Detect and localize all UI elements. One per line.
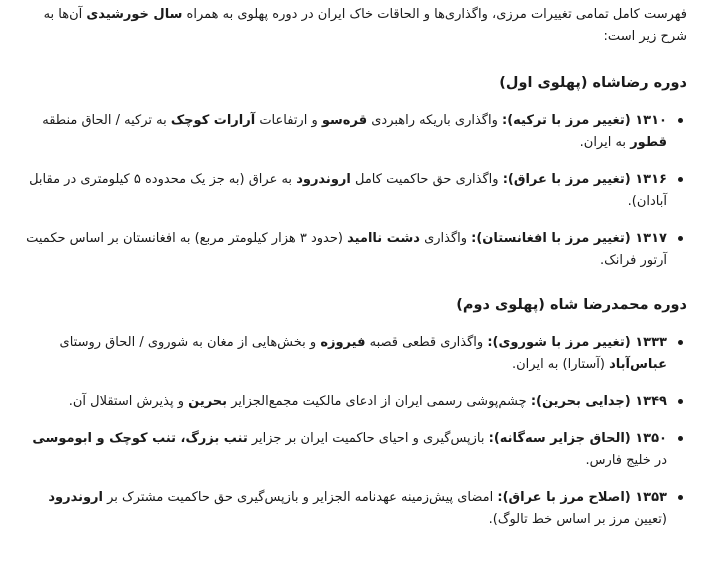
bold-text: ۱۳۱۷ (تغییر مرز با افغانستان): (471, 231, 667, 246)
bold-text: سال خورشیدی (86, 7, 183, 22)
text-run: واگذاری باریکه راهبردی (367, 113, 503, 128)
text-run: فهرست کامل تمامی تغییرات مرزی، واگذاری‌ها و الحاقات خاک ایران در دوره پهلوی به همراه (182, 7, 687, 22)
bold-text: بحرین (188, 394, 228, 409)
text-run: به عراق (به جز یک محدوده ۵ کیلومتری در مقابل آبادان). (29, 172, 667, 209)
bold-text: ۱۳۱۶ (تغییر مرز با عراق): (502, 172, 667, 187)
bold-text: اروندرود (296, 172, 351, 187)
text-run: آن‌ها به شرح زیر است: (43, 7, 687, 44)
bullet-icon (678, 118, 683, 123)
text-run: چشم‌پوشی رسمی ایران از ادعای مالکیت مجمع‌الجزایر (227, 394, 531, 409)
text-run: واگذاری (419, 231, 472, 246)
list-reza-shah (20, 110, 687, 272)
section-heading-mohammad-reza-shah: دوره محمدرضا شاه (پهلوی دوم) (456, 297, 687, 313)
text-run: و پذیرش استقلال آن. (68, 394, 189, 409)
bold-text: قطور (630, 135, 667, 150)
bullet-icon (678, 436, 683, 441)
text-run: به ترکیه / الحاق منطقه (42, 113, 171, 128)
bold-text: آرارات کوچک (170, 113, 256, 128)
list-item (20, 428, 687, 472)
text-run: امضای پیش‌زمینه عهدنامه الجزایر و بازپس‌گیری حق حاکمیت مشترک بر (103, 490, 498, 505)
list-item (20, 487, 687, 531)
text-run: و ارتفاعات (255, 113, 322, 128)
bullet-icon (678, 495, 683, 500)
bullet-icon (678, 399, 683, 404)
text-run: (تعیین مرز بر اساس خط تالوگ). (488, 512, 667, 527)
bold-text: ۱۳۳۳ (تغییر مرز با شوروی): (487, 335, 667, 350)
bold-text: دشت ناامید (347, 231, 420, 246)
list-item (20, 332, 687, 376)
section-heading-reza-shah: دوره رضاشاه (پهلوی اول) (499, 75, 687, 91)
bold-text: ۱۳۱۰ (تغییر مرز با ترکیه): (502, 113, 667, 128)
bold-text: اروندرود (48, 490, 103, 505)
bullet-icon (678, 177, 683, 182)
bold-text: عباس‌آباد (609, 357, 667, 372)
text-run: (حدود ۳ هزار کیلومتر مربع) به افغانستان بر اساس حکمیت آرتور فرانک. (26, 231, 667, 268)
text-run: به ایران. (579, 135, 631, 150)
list-mohammad-reza-shah (20, 332, 687, 531)
bold-text: ۱۳۵۳ (اصلاح مرز با عراق): (497, 490, 667, 505)
text-run: در خلیج فارس. (585, 453, 667, 468)
text-run: (آستارا) به ایران. (511, 357, 610, 372)
bold-text: قره‌سو (321, 113, 368, 128)
bold-text: ۱۳۵۰ (الحاق جزایر سه‌گانه): (488, 431, 667, 446)
text-run: واگذاری قطعی قصبه (365, 335, 488, 350)
text-run: بازپس‌گیری و احیای حاکمیت ایران بر جزایر (247, 431, 489, 446)
list-item (20, 391, 687, 413)
document (20, 0, 687, 531)
bold-text: تنب بزرگ، تنب کوچک و ابوموسی (32, 431, 248, 446)
bullet-icon (678, 340, 683, 345)
bullet-icon (678, 236, 683, 241)
text-run: واگذاری حق حاکمیت کامل (350, 172, 503, 187)
intro-paragraph (20, 0, 687, 48)
text-run: و بخش‌هایی از مغان به شوروی / الحاق روستای (59, 335, 321, 350)
bold-text: ۱۳۴۹ (جدایی بحرین): (530, 394, 667, 409)
list-item (20, 228, 687, 272)
list-item (20, 110, 687, 154)
bold-text: فیروزه (320, 335, 366, 350)
list-item (20, 169, 687, 213)
